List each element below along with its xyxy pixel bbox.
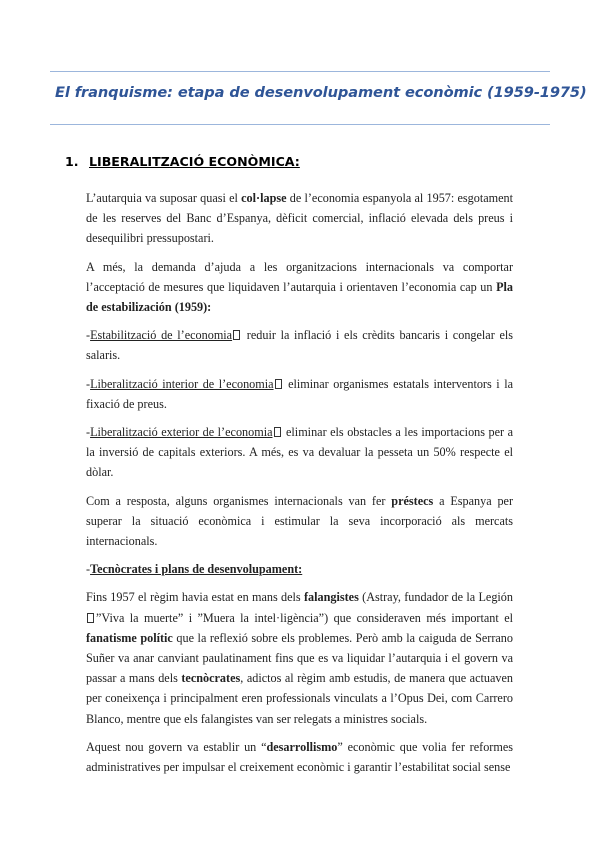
section-heading-text: LIBERALITZACIÓ ECONÒMICA: [89,154,300,169]
paragraph-desarrollismo [86,737,513,777]
missing-glyph-icon [233,330,240,340]
item-text: reduir la inflació i els crèdits bancaris i congelar els salaris. [86,328,513,363]
bold-term: desarrollismo [266,739,338,754]
item-label: Estabilització de l’economia [90,328,233,343]
text-run: Aquest nou govern va establir un “ [86,739,267,754]
text-run: A més, la demanda d’ajuda a les organitzacions internacionals va comportar l’acceptació de mesures que liquidaven l’autarquia i orientaven l’economia cap un [86,259,513,294]
dash: - [86,376,91,391]
paragraph-pla-estabilizacion [86,257,513,318]
paragraph-falangistes [86,587,513,728]
item-label: Liberalització interior de l’economia [90,376,274,391]
missing-glyph-icon [275,379,282,389]
text-run: que la reflexió sobre els problemes. Però amb la caiguda de Serrano Suñer va anar canviant paulatinament fins que es va liquidar l’autarquia i el govern va passar a mans dels [86,630,513,686]
subheading-text: Tecnòcrates i plans de desenvolupament: [90,562,303,577]
title-rule-top [50,71,550,72]
item-text: eliminar els obstacles a les importacions per a la inversió de capitals exteriors. A més, es va devaluar la pesseta un 50% respecte el dòlar. [86,425,513,480]
item-text: eliminar organismes estatals interventors i la fixació de preus. [86,376,513,411]
bold-term: fanatisme polític [86,630,173,645]
document-body [86,188,513,785]
list-item-liberalitzacio-exterior [86,422,513,483]
title-rule-bottom [50,124,550,125]
document-title: El franquisme: etapa de desenvolupament econòmic (1959-1975) [55,84,587,101]
list-item-estabilitzacio [86,325,513,365]
text-run: a Espanya per superar la situació econòmica i estimular la seva incorporació als mercats internacionals. [86,493,514,549]
bold-term: préstecs [391,493,434,508]
text-run: (Astray, fundador de la Legión [358,590,513,605]
bold-term: tecnòcrates [181,671,241,686]
text-run: ”Viva la muerte” i ”Muera la intel·ligència”) que consideraven més important el [96,610,513,625]
text-run: ” econòmic que volia fer reformes administratives per impulsar el creixement econòmic i garantir l’estabilitat social sense [86,739,513,775]
text-run: , adictos al règim amb estudis, de manera que actuaven per coneixença i principalment eren professionals vinculats a l’Opus Dei, com Carrero Blanco, mentre que els falangistes van ser relegats a ministres socials. [86,671,513,726]
bold-term: Pla de estabilización (1959): [86,279,513,315]
dash: - [86,425,91,440]
paragraph-autarquia [86,188,513,249]
text-run: Fins 1957 el règim havia estat en mans dels [86,590,304,605]
text-run: L’autarquia va suposar quasi el [86,191,242,205]
text-run: de l’economia espanyola al 1957: esgotament de les reserves del Banc d’Espanya, dèficit comercial, inflació elevada dels preus i desequilibri pressupostari. [86,191,514,246]
item-label: Liberalització exterior de l’economia [90,425,273,440]
missing-glyph-icon [87,613,94,623]
missing-glyph-icon [274,427,281,437]
paragraph-prestecs [86,491,513,552]
section-number: 1. [65,154,79,169]
section-heading [65,154,300,169]
list-item-liberalitzacio-interior [86,374,513,414]
bold-term: falangistes [303,590,359,605]
dash: - [86,562,91,577]
bold-term: col·lapse [241,191,287,205]
subheading-tecnocrates [86,559,513,579]
dash: - [86,328,91,343]
text-run: Com a resposta, alguns organismes internacionals van fer [86,493,392,508]
